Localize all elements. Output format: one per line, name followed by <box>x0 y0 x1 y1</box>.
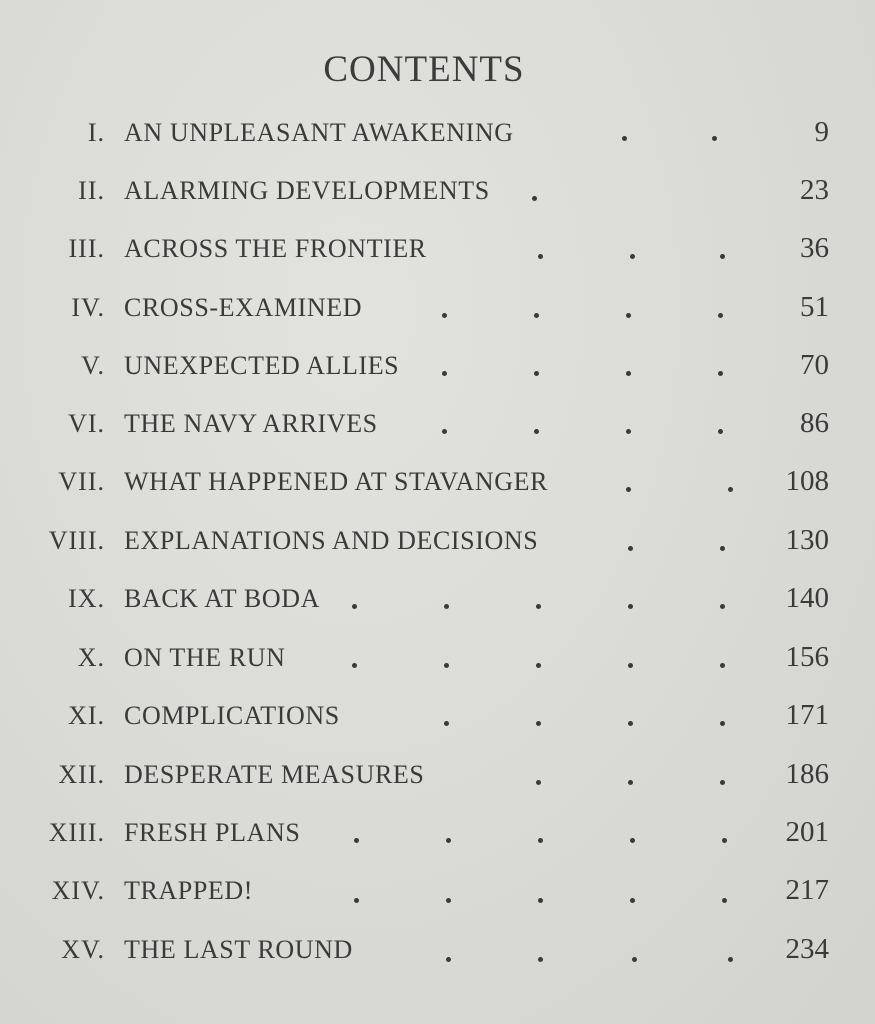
leader-dot <box>630 254 635 259</box>
leader-dot <box>720 663 725 668</box>
page-number: 156 <box>785 641 829 673</box>
page-number: 130 <box>785 524 829 556</box>
leader-dot <box>444 721 449 726</box>
leader-dot <box>446 838 451 843</box>
leader-dot <box>626 429 631 434</box>
leader-dot <box>536 604 541 609</box>
toc-entry <box>0 818 875 858</box>
chapter-title: AN UNPLEASANT AWAKENING <box>124 118 514 147</box>
chapter-title: BACK AT BODA <box>124 584 320 613</box>
leader-dot <box>628 663 633 668</box>
leader-dot <box>630 838 635 843</box>
page-number: 51 <box>800 291 829 323</box>
leader-dot <box>628 546 633 551</box>
chapter-number: VII. <box>58 467 105 496</box>
page-number: 108 <box>785 465 829 497</box>
leader-dot <box>532 196 537 201</box>
chapter-number: XIII. <box>48 818 105 847</box>
leader-dot <box>718 429 723 434</box>
page-number: 234 <box>785 933 829 965</box>
leader-dot <box>628 604 633 609</box>
leader-dot <box>728 487 733 492</box>
leader-dot <box>720 254 725 259</box>
chapter-title: THE NAVY ARRIVES <box>124 409 378 438</box>
leader-dot <box>444 663 449 668</box>
leader-dot <box>720 780 725 785</box>
leader-dot <box>622 136 627 141</box>
leader-dot <box>444 604 449 609</box>
toc-entry <box>0 176 875 216</box>
leader-dot <box>536 663 541 668</box>
chapter-title: TRAPPED! <box>124 876 254 905</box>
page-number: 23 <box>800 174 829 206</box>
toc-entry <box>0 118 875 158</box>
chapter-number: IV. <box>71 293 105 322</box>
leader-dot <box>534 313 539 318</box>
leader-dot <box>626 313 631 318</box>
leader-dot <box>626 371 631 376</box>
chapter-title: ON THE RUN <box>124 643 286 672</box>
leader-dot <box>632 957 637 962</box>
page-number: 36 <box>800 232 829 264</box>
leader-dot <box>538 838 543 843</box>
leader-dot <box>536 780 541 785</box>
chapter-number: VI. <box>68 409 105 438</box>
leader-dot <box>352 604 357 609</box>
leader-dot <box>718 371 723 376</box>
page-number: 201 <box>785 816 829 848</box>
leader-dot <box>720 721 725 726</box>
leader-dot <box>536 721 541 726</box>
page-number: 140 <box>785 582 829 614</box>
toc-entry <box>0 584 875 624</box>
leader-dot <box>626 487 631 492</box>
leader-dot <box>442 371 447 376</box>
leader-dot <box>712 136 717 141</box>
chapter-number: XII. <box>58 760 105 789</box>
leader-dot <box>534 429 539 434</box>
chapter-title: CROSS-EXAMINED <box>124 293 363 322</box>
chapter-title: FRESH PLANS <box>124 818 301 847</box>
toc-entry <box>0 467 875 507</box>
toc-entry <box>0 701 875 741</box>
leader-dot <box>722 898 727 903</box>
leader-dot <box>538 254 543 259</box>
leader-dot <box>628 721 633 726</box>
leader-dot <box>538 898 543 903</box>
toc-entry <box>0 234 875 274</box>
toc-entry <box>0 935 875 975</box>
chapter-number: V. <box>81 351 105 380</box>
leader-dot <box>728 957 733 962</box>
leader-dot <box>354 898 359 903</box>
chapter-title: DESPERATE MEASURES <box>124 760 425 789</box>
leader-dot <box>722 838 727 843</box>
leader-dot <box>442 313 447 318</box>
toc-entry <box>0 760 875 800</box>
chapter-title: ACROSS THE FRONTIER <box>124 234 427 263</box>
leader-dot <box>720 546 725 551</box>
chapter-number: I. <box>87 118 105 147</box>
toc-entry <box>0 643 875 683</box>
chapter-number: XIV. <box>51 876 105 905</box>
leader-dot <box>352 663 357 668</box>
chapter-number: VIII. <box>48 526 105 555</box>
leader-dot <box>720 604 725 609</box>
page-title: CONTENTS <box>323 49 525 90</box>
page-number: 217 <box>785 874 829 906</box>
chapter-title: ALARMING DEVELOPMENTS <box>124 176 490 205</box>
leader-dot <box>630 898 635 903</box>
chapter-title: WHAT HAPPENED AT STAVANGER <box>124 467 549 496</box>
leader-dot <box>442 429 447 434</box>
chapter-title: COMPLICATIONS <box>124 701 340 730</box>
toc-entry <box>0 526 875 566</box>
leader-dot <box>446 957 451 962</box>
page-number: 86 <box>800 407 829 439</box>
chapter-title: EXPLANATIONS AND DECISIONS <box>124 526 539 555</box>
toc-entry <box>0 876 875 916</box>
chapter-number: IX. <box>68 584 105 613</box>
leader-dot <box>446 898 451 903</box>
leader-dot <box>718 313 723 318</box>
chapter-number: XV. <box>61 935 105 964</box>
chapter-number: XI. <box>68 701 105 730</box>
chapter-title: THE LAST ROUND <box>124 935 353 964</box>
chapter-number: II. <box>78 176 105 205</box>
page-number: 186 <box>785 758 829 790</box>
leader-dot <box>354 838 359 843</box>
page-number: 70 <box>800 349 829 381</box>
toc-entry <box>0 351 875 391</box>
page-number: 9 <box>814 116 829 148</box>
leader-dot <box>534 371 539 376</box>
leader-dot <box>628 780 633 785</box>
chapter-number: X. <box>77 643 105 672</box>
toc-entry <box>0 293 875 333</box>
chapter-title: UNEXPECTED ALLIES <box>124 351 400 380</box>
page-number: 171 <box>785 699 829 731</box>
leader-dot <box>538 957 543 962</box>
toc-entry <box>0 409 875 449</box>
chapter-number: III. <box>68 234 105 263</box>
